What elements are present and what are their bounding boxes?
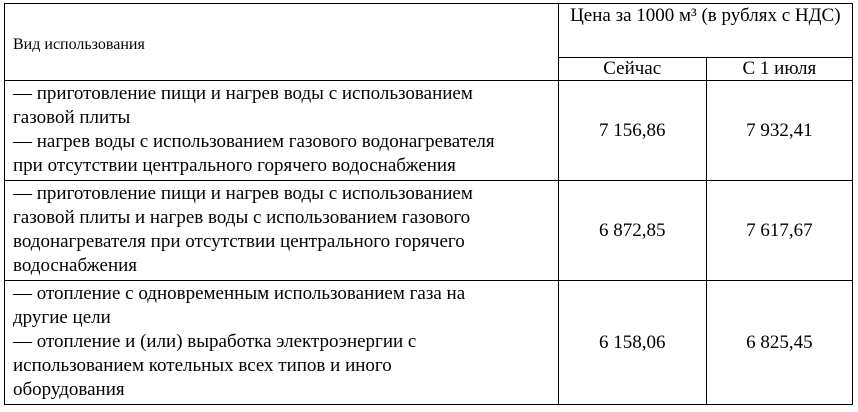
description-line: водоснабжения — [13, 255, 138, 276]
usage-type-header: Вид использования — [5, 4, 559, 81]
description-line: другие цели — [13, 307, 111, 328]
description-line: — приготовление пищи и нагрев воды с использованием — [13, 83, 473, 104]
price-now: 7 156,86 — [558, 81, 706, 181]
table-row — [5, 181, 853, 281]
description-line: газовой плиты и нагрев воды с использованием газового — [13, 207, 471, 228]
description-line: — приготовление пищи и нагрев воды с использованием — [13, 183, 473, 204]
usage-description — [5, 81, 559, 181]
description-line: — нагрев воды с использованием газового водонагревателя — [13, 131, 495, 152]
col-now-header: Сейчас — [558, 58, 706, 81]
description-line: водонагревателя при отсутствии центрального горячего — [13, 231, 465, 252]
price-now: 6 872,85 — [558, 181, 706, 281]
price-july: 7 617,67 — [706, 181, 852, 281]
usage-description — [5, 281, 559, 405]
col-july-header: С 1 июля — [706, 58, 852, 81]
price-july: 7 932,41 — [706, 81, 852, 181]
description-line: использованием котельных всех типов и иного — [13, 355, 392, 376]
price-july: 6 825,45 — [706, 281, 852, 405]
header-row — [5, 4, 853, 58]
price-header: Цена за 1000 м³ (в рублях с НДС) — [558, 4, 852, 58]
description-line: газовой плиты — [13, 107, 131, 128]
gas-price-table — [4, 3, 853, 405]
description-line: при отсутствии центрального горячего водоснабжения — [13, 155, 456, 176]
price-now: 6 158,06 — [558, 281, 706, 405]
description-line: оборудования — [13, 379, 125, 400]
table-row — [5, 281, 853, 405]
usage-description — [5, 181, 559, 281]
description-line: — отопление с одновременным использованием газа на — [13, 283, 466, 304]
description-line: — отопление и (или) выработка электроэнергии с — [13, 331, 417, 352]
table-row — [5, 81, 853, 181]
